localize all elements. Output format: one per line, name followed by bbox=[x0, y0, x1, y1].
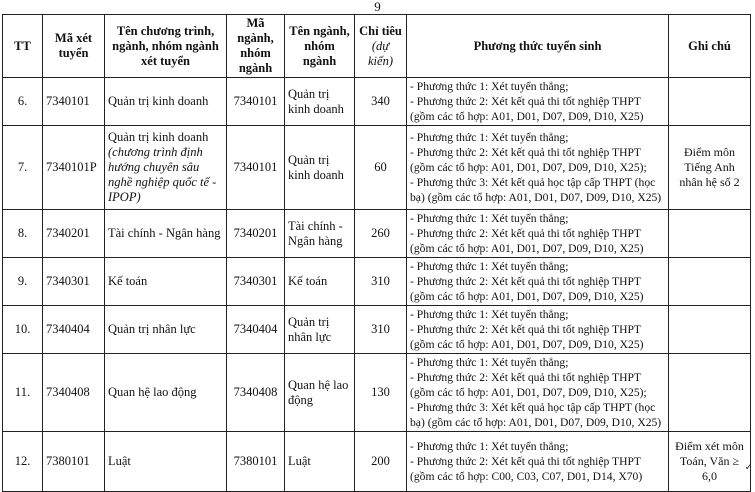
method-line: - Phương thức 1: Xét tuyển thẳng; bbox=[410, 440, 569, 453]
method-line: - Phương thức 2: Xét kết quả thi tốt nghiệp THPT bbox=[410, 455, 642, 468]
method-line: - Phương thức 1: Xét tuyển thẳng; bbox=[410, 308, 569, 321]
row-quota: 130 bbox=[355, 354, 407, 432]
table-row bbox=[3, 210, 751, 258]
corner-mark-icon: ✓ bbox=[744, 462, 753, 473]
row-note bbox=[669, 306, 751, 354]
row-code: 7340201 bbox=[43, 210, 105, 258]
method-line: - Phương thức 3: Xét kết quả học tập cấp THPT (học bbox=[410, 401, 656, 414]
row-major-name: Kế toán bbox=[285, 258, 355, 306]
program-name: Quản trị kinh doanh bbox=[108, 130, 209, 144]
method-line: - Phương thức 3: Xét kết quả học tập cấp THPT (học bbox=[410, 176, 656, 189]
row-major-code: 7340404 bbox=[227, 306, 285, 354]
method-line: - Phương thức 2: Xét kết quả thi tốt nghiệp THPT bbox=[410, 146, 642, 159]
row-code: 7380101 bbox=[43, 432, 105, 492]
method-line: - Phương thức 1: Xét tuyển thẳng; bbox=[410, 260, 569, 273]
header-quota bbox=[355, 15, 407, 78]
method-line: - Phương thức 1: Xét tuyển thẳng; bbox=[410, 212, 569, 225]
row-tt: 6. bbox=[3, 78, 43, 126]
row-major-code: 7340201 bbox=[227, 210, 285, 258]
program-name: Kế toán bbox=[108, 274, 148, 288]
method-line: - Phương thức 2: Xét kết quả thi tốt nghiệp THPT bbox=[410, 275, 642, 288]
header-tt: TT bbox=[3, 15, 43, 78]
row-program bbox=[105, 78, 227, 126]
row-code: 7340101P bbox=[43, 126, 105, 210]
row-major-name: Quản trị nhân lực bbox=[285, 306, 355, 354]
row-program bbox=[105, 210, 227, 258]
method-line: (gồm các tổ hợp: C00, C03, C07, D01, D14, X70) bbox=[410, 470, 643, 483]
method-line: (gồm các tổ hợp: A01, D01, D07, D09, D10, X25); bbox=[410, 386, 647, 399]
header-major-name: Tên ngành, nhóm ngành bbox=[285, 15, 355, 78]
program-name: Luật bbox=[108, 454, 131, 468]
row-code: 7340408 bbox=[43, 354, 105, 432]
table-body bbox=[3, 78, 751, 492]
row-quota: 60 bbox=[355, 126, 407, 210]
row-note bbox=[669, 210, 751, 258]
header-row bbox=[3, 15, 751, 78]
row-methods bbox=[407, 354, 669, 432]
row-major-name: Quản trị kinh doanh bbox=[285, 78, 355, 126]
row-program bbox=[105, 126, 227, 210]
method-line: - Phương thức 1: Xét tuyển thẳng; bbox=[410, 356, 569, 369]
row-code: 7340301 bbox=[43, 258, 105, 306]
method-line: - Phương thức 1: Xét tuyển thẳng; bbox=[410, 131, 569, 144]
row-quota: 260 bbox=[355, 210, 407, 258]
row-methods bbox=[407, 126, 669, 210]
row-note: Điểm xét môn Toán, Văn ≥ 6,0 bbox=[669, 432, 751, 492]
row-note bbox=[669, 354, 751, 432]
row-major-code: 7380101 bbox=[227, 432, 285, 492]
header-note: Ghi chú bbox=[669, 15, 751, 78]
method-line: (gồm các tổ hợp: A01, D01, D07, D09, D10, X25) bbox=[410, 290, 644, 303]
header-major-code: Mã ngành, nhóm ngành bbox=[227, 15, 285, 78]
row-tt: 11. bbox=[3, 354, 43, 432]
header-program: Tên chương trình, ngành, nhóm ngành xét tuyển bbox=[105, 15, 227, 78]
row-tt: 9. bbox=[3, 258, 43, 306]
row-code: 7340404 bbox=[43, 306, 105, 354]
row-quota: 340 bbox=[355, 78, 407, 126]
program-name: Quản trị nhân lực bbox=[108, 322, 196, 336]
method-line: - Phương thức 1: Xét tuyển thẳng; bbox=[410, 80, 569, 93]
admission-table bbox=[2, 14, 751, 492]
header-quota-note: (dự kiến) bbox=[368, 38, 393, 68]
row-tt: 12. bbox=[3, 432, 43, 492]
row-quota: 310 bbox=[355, 306, 407, 354]
row-code: 7340101 bbox=[43, 78, 105, 126]
table-row bbox=[3, 432, 751, 492]
row-major-name: Quản trị kinh doanh bbox=[285, 126, 355, 210]
row-note bbox=[669, 78, 751, 126]
header-code: Mã xét tuyển bbox=[43, 15, 105, 78]
row-program bbox=[105, 432, 227, 492]
header-method: Phương thức tuyển sinh bbox=[407, 15, 669, 78]
row-methods bbox=[407, 78, 669, 126]
row-quota: 200 bbox=[355, 432, 407, 492]
row-tt: 8. bbox=[3, 210, 43, 258]
row-major-code: 7340101 bbox=[227, 126, 285, 210]
table-row bbox=[3, 78, 751, 126]
page-number: 9 bbox=[374, 0, 381, 14]
program-name: Tài chính - Ngân hàng bbox=[108, 226, 221, 240]
row-program bbox=[105, 258, 227, 306]
header-quota-label: Chỉ tiêu bbox=[359, 23, 402, 38]
method-line: bạ) (gồm các tổ hợp: A01, D01, D07, D09, D10, X25) bbox=[410, 416, 662, 429]
program-name: Quản trị kinh doanh bbox=[108, 94, 209, 108]
method-line: bạ) (gồm các tổ hợp: A01, D01, D07, D09, D10, X25) bbox=[410, 191, 662, 204]
method-line: - Phương thức 2: Xét kết quả thi tốt nghiệp THPT bbox=[410, 227, 642, 240]
row-methods bbox=[407, 432, 669, 492]
table-row bbox=[3, 306, 751, 354]
row-methods bbox=[407, 210, 669, 258]
method-line: (gồm các tổ hợp: A01, D01, D07, D09, D10, X25); bbox=[410, 161, 647, 174]
row-tt: 7. bbox=[3, 126, 43, 210]
row-program bbox=[105, 306, 227, 354]
method-line: (gồm các tổ hợp: A01, D01, D07, D09, D10, X25) bbox=[410, 242, 644, 255]
row-program bbox=[105, 354, 227, 432]
row-methods bbox=[407, 306, 669, 354]
row-methods bbox=[407, 258, 669, 306]
table-row bbox=[3, 126, 751, 210]
row-quota: 310 bbox=[355, 258, 407, 306]
row-major-name: Quan hệ lao động bbox=[285, 354, 355, 432]
method-line: - Phương thức 2: Xét kết quả thi tốt nghiệp THPT bbox=[410, 371, 642, 384]
method-line: (gồm các tổ hợp: A01, D01, D07, D09, D10, X25) bbox=[410, 110, 644, 123]
row-major-code: 7340301 bbox=[227, 258, 285, 306]
row-major-name: Tài chính - Ngân hàng bbox=[285, 210, 355, 258]
table-row bbox=[3, 354, 751, 432]
row-major-code: 7340408 bbox=[227, 354, 285, 432]
row-tt: 10. bbox=[3, 306, 43, 354]
row-major-code: 7340101 bbox=[227, 78, 285, 126]
method-line: - Phương thức 2: Xét kết quả thi tốt nghiệp THPT bbox=[410, 95, 642, 108]
method-line: (gồm các tổ hợp: A01, D01, D07, D09, D10, X25) bbox=[410, 338, 644, 351]
table-row bbox=[3, 258, 751, 306]
method-line: - Phương thức 2: Xét kết quả thi tốt nghiệp THPT bbox=[410, 323, 642, 336]
row-note: Điểm môn Tiếng Anh nhân hệ số 2 bbox=[669, 126, 751, 210]
program-subtitle: (chương trình định hướng chuyên sâu nghề nghiệp quốc tế - IPOP) bbox=[108, 145, 217, 204]
row-note bbox=[669, 258, 751, 306]
program-name: Quan hệ lao động bbox=[108, 385, 197, 399]
row-major-name: Luật bbox=[285, 432, 355, 492]
